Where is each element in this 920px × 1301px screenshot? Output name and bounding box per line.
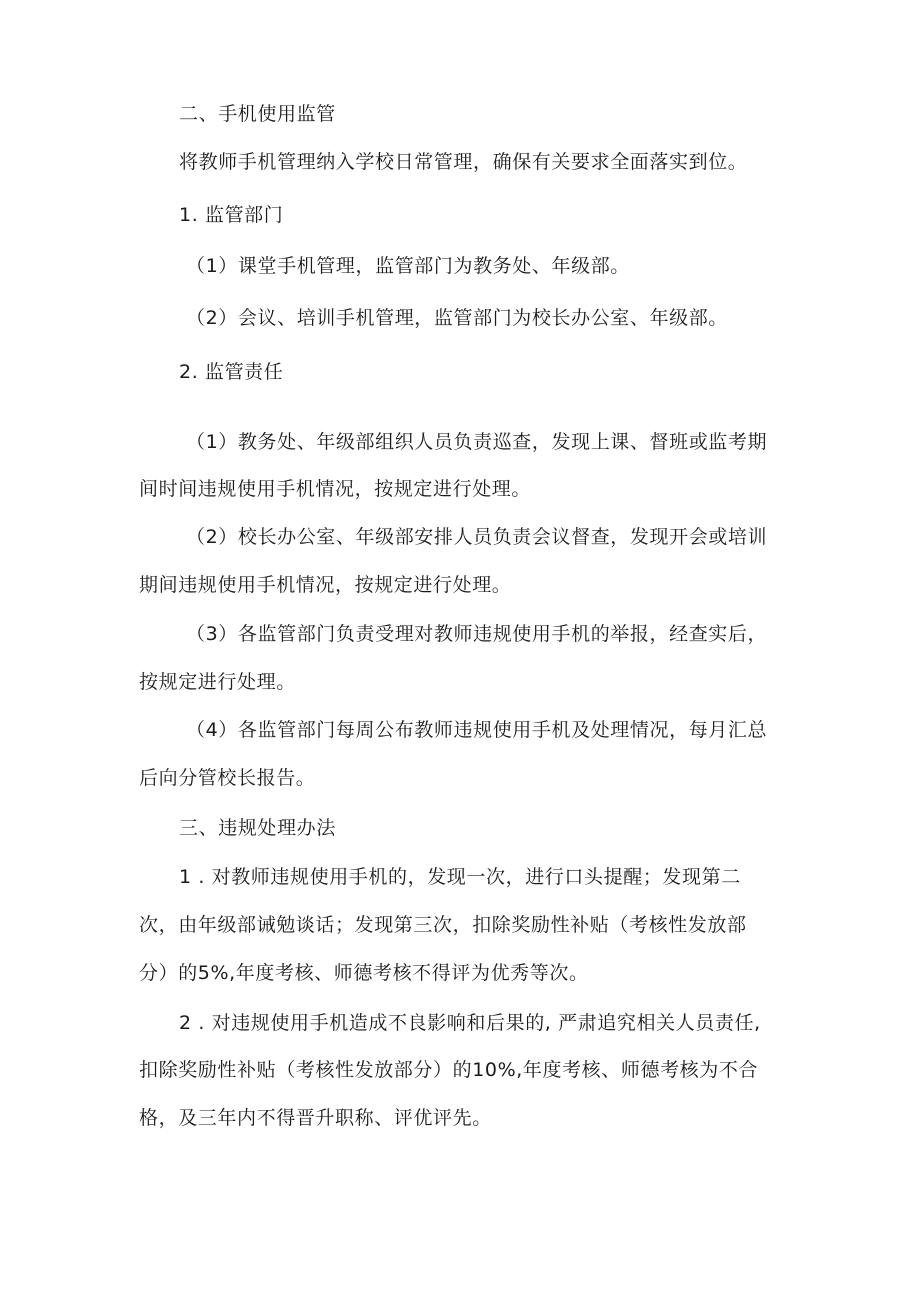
subheading-departments: 1. 监管部门 bbox=[179, 204, 284, 226]
penalty-2-line-3: 格，及三年内不得晋升职称、评优评先。 bbox=[139, 1107, 492, 1129]
item-meeting: （2）会议、培训手机管理，监管部门为校长办公室、年级部。 bbox=[186, 307, 728, 329]
responsibility-2-line-1: （2）校长办公室、年级部安排人员负责会议督查，发现开会或培训 bbox=[186, 526, 768, 548]
responsibility-3-line-1: （3）各监管部门负责受理对教师违规使用手机的举报，经查实后， bbox=[186, 623, 768, 645]
responsibility-1-line-2: 间时间违规使用手机情况，按规定进行处理。 bbox=[139, 478, 532, 500]
responsibility-2-line-2: 期间违规使用手机情况，按规定进行处理。 bbox=[139, 574, 512, 596]
intro-paragraph: 将教师手机管理纳入学校日常管理，确保有关要求全面落实到位。 bbox=[179, 151, 748, 173]
penalty-2-line-1: 2 . 对违规使用手机造成不良影响和后果的, 严肃追究相关人员责任, bbox=[179, 1012, 761, 1034]
penalty-1-line-2: 次，由年级部诫勉谈话；发现第三次，扣除奖励性补贴（考核性发放部 bbox=[139, 914, 747, 936]
penalty-2-line-2: 扣除奖励性补贴（考核性发放部分）的10%,年度考核、师德考核为不合 bbox=[139, 1059, 759, 1081]
item-classroom: （1）课堂手机管理，监管部门为教务处、年级部。 bbox=[186, 255, 630, 277]
responsibility-4-line-2: 后向分管校长报告。 bbox=[139, 767, 316, 789]
responsibility-4-line-1: （4）各监管部门每周公布教师违规使用手机及处理情况，每月汇总 bbox=[186, 719, 768, 741]
section-heading-supervision: 二、手机使用监管 bbox=[179, 103, 336, 125]
subheading-responsibility: 2. 监管责任 bbox=[179, 361, 284, 383]
section-heading-penalties: 三、违规处理办法 bbox=[179, 817, 336, 839]
penalty-1-line-1: 1 . 对教师违规使用手机的，发现一次，进行口头提醒；发现第二 bbox=[179, 866, 741, 888]
penalty-1-line-3: 分）的5%,年度考核、师德考核不得评为优秀等次。 bbox=[139, 962, 589, 984]
responsibility-1-line-1: （1）教务处、年级部组织人员负责巡查，发现上课、督班或监考期 bbox=[186, 431, 768, 453]
responsibility-3-line-2: 按规定进行处理。 bbox=[139, 671, 296, 693]
